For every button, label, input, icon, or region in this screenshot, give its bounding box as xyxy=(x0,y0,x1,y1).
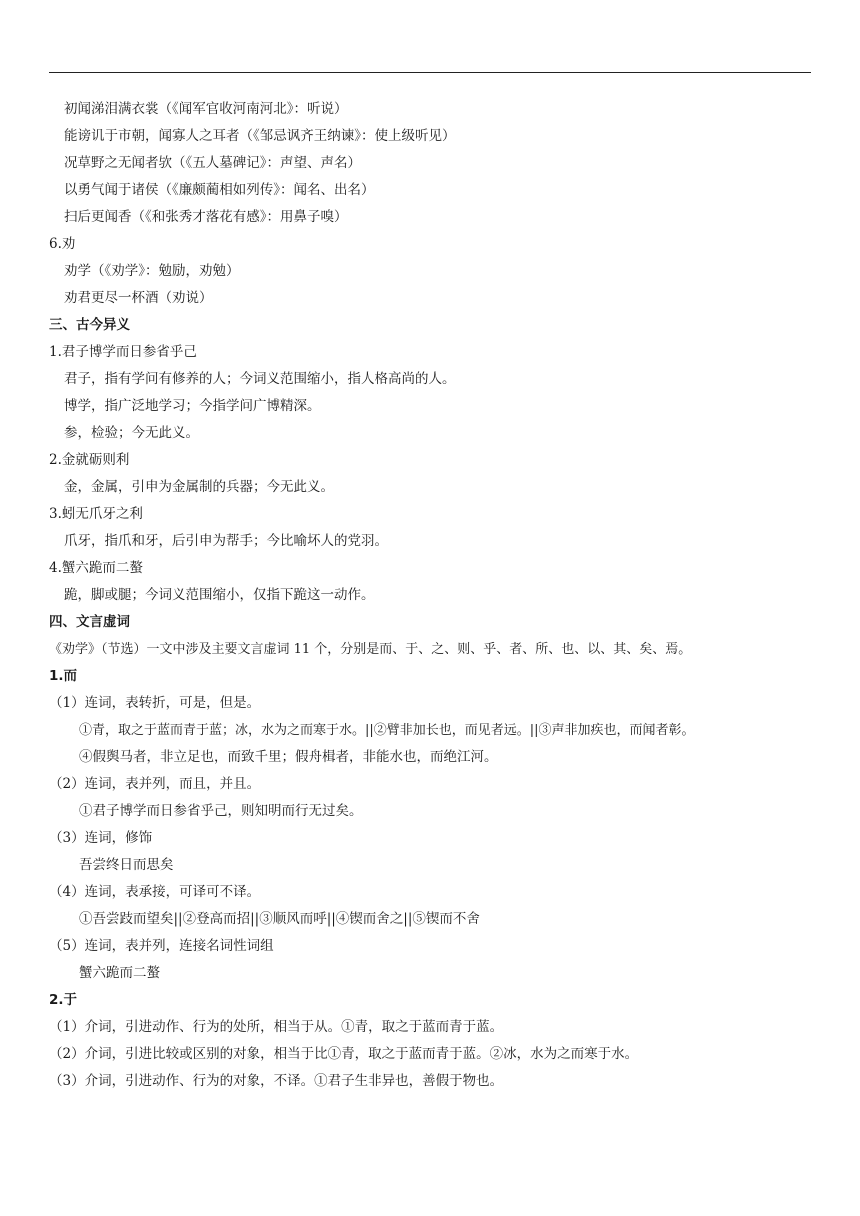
text-line: （3）连词，修饰 xyxy=(49,830,153,846)
text-line: 况草野之无闻者欤（《五人墓碑记》：声望、声名） xyxy=(64,155,361,171)
text-line: 《劝学》（节选）一文中涉及主要文言虚词 11 个，分别是而、于、之、则、乎、者、所、也、以、其、矣、焉。 xyxy=(49,642,692,657)
item-heading: 4.蟹六跪而二螯 xyxy=(49,560,143,576)
text-line: 君子，指有学问有修养的人；今词义范围缩小，指人格高尚的人。 xyxy=(64,371,456,387)
text-line: （1）介词，引进动作、行为的处所，相当于从。①青，取之于蓝而青于蓝。 xyxy=(49,1019,504,1035)
text-line: （1）连词，表转折，可是，但是。 xyxy=(49,695,261,711)
text-line: （5）连词，表并列，连接名词性词组 xyxy=(49,938,274,954)
item-heading: 3.蚓无爪牙之利 xyxy=(49,506,143,522)
text-line: 跪，脚或腿；今词义范围缩小，仅指下跪这一动作。 xyxy=(64,587,375,603)
section-heading: 三、古今异义 xyxy=(49,317,130,333)
header-rule xyxy=(49,72,811,73)
item-heading: 6.劝 xyxy=(49,236,76,252)
section-heading: 四、文言虚词 xyxy=(49,614,130,630)
text-line: 参，检验；今无此义。 xyxy=(64,425,199,441)
text-line: ①吾尝跂而望矣||②登高而招||③顺风而呼||④锲而舍之||⑤锲而不舍 xyxy=(79,911,480,927)
text-line: 劝学（《劝学》：勉励，劝勉） xyxy=(64,263,240,279)
text-line: 金，金属，引申为金属制的兵器；今无此义。 xyxy=(64,479,334,495)
document-body xyxy=(49,96,829,1095)
item-heading: 1.君子博学而日参省乎己 xyxy=(49,344,197,360)
text-line: （3）介词，引进动作、行为的对象，不译。①君子生非异也，善假于物也。 xyxy=(49,1073,504,1089)
text-line: 劝君更尽一杯酒（劝说） xyxy=(64,290,213,306)
text-line: ①青，取之于蓝而青于蓝；冰，水为之而寒于水。||②臂非加长也，而见者远。||③声非加疾也，而闻者彰。 xyxy=(79,723,695,738)
text-line: 能谤讥于市朝，闻寡人之耳者（《邹忌讽齐王纳谏》：使上级听见） xyxy=(64,128,456,144)
text-line: ①君子博学而日参省乎己，则知明而行无过矣。 xyxy=(79,803,363,819)
text-line: 以勇气闻于诸侯（《廉颇蔺相如列传》：闻名、出名） xyxy=(64,182,375,198)
item-heading: 1.而 xyxy=(49,668,78,684)
item-heading: 2.于 xyxy=(49,992,78,1008)
text-line: （4）连词，表承接，可译可不译。 xyxy=(49,884,261,900)
text-line: 蟹六跪而二螯 xyxy=(79,965,160,981)
text-line: （2）介词，引进比较或区别的对象，相当于比①青，取之于蓝而青于蓝。②冰，水为之而寒于水。 xyxy=(49,1046,639,1062)
item-heading: 2.金就砺则利 xyxy=(49,452,130,468)
text-line: ④假舆马者，非立足也，而致千里；假舟楫者，非能水也，而绝江河。 xyxy=(79,749,498,765)
text-line: （2）连词，表并列，而且，并且。 xyxy=(49,776,261,792)
text-line: 吾尝终日而思矣 xyxy=(79,857,174,873)
text-line: 博学，指广泛地学习；今指学问广博精深。 xyxy=(64,398,321,414)
text-line: 扫后更闻香（《和张秀才落花有感》：用鼻子嗅） xyxy=(64,209,348,225)
text-line: 初闻涕泪满衣裳（《闻军官收河南河北》：听说） xyxy=(64,101,348,117)
text-line: 爪牙，指爪和牙，后引申为帮手；今比喻坏人的党羽。 xyxy=(64,533,388,549)
